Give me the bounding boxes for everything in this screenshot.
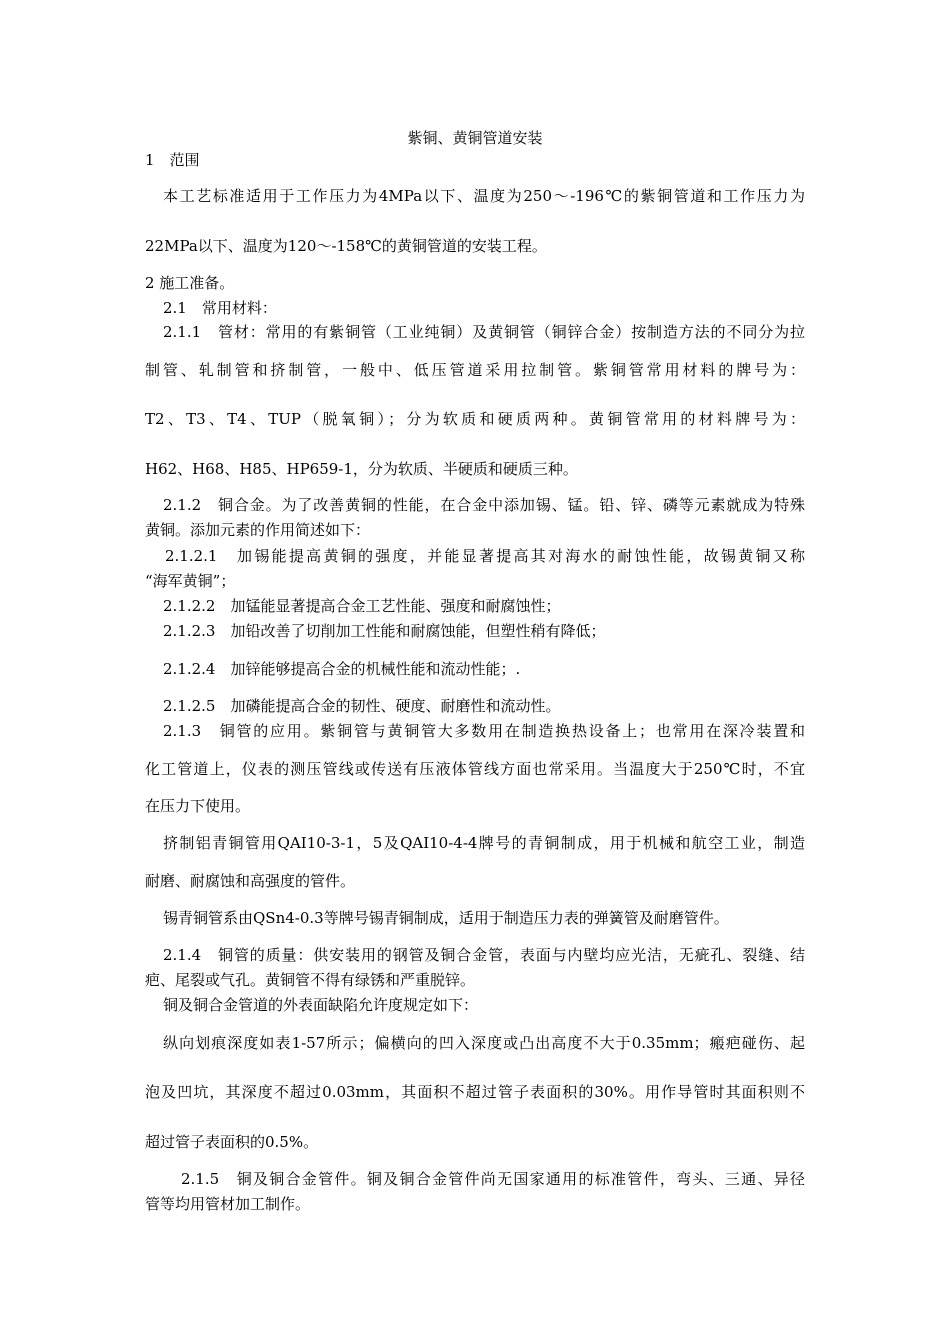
paragraph-line: 纵向划痕深度如表1-57所示；偏横向的凹入深度或凸出高度不大于0.35mm；瘢疤碰伤、起 (163, 1034, 805, 1052)
paragraph-line: H62、H68、H85、HP659-1，分为软质、半硬质和硬质三种。 (145, 460, 578, 478)
paragraph-line: 2.1.2.4 加锌能够提高合金的机械性能和流动性能；. (163, 660, 521, 678)
paragraph-line: 2.1.5 铜及铜合金管件。铜及铜合金管件尚无国家通用的标准管件，弯头、三通、异径 (181, 1170, 805, 1188)
paragraph-line: 2.1.4 铜管的质量：供安装用的钢管及铜合金管，表面与内壁均应光洁，无疵孔、裂缝、结 (163, 946, 805, 964)
paragraph-line: T2、T3、T4、TUP（脱氧铜）；分为软质和硬质两种。黄铜管常用的材料牌号为： (145, 410, 805, 428)
page-title: 紫铜、黄铜管道安装 (407, 129, 543, 147)
paragraph-line: 2.1.3 铜管的应用。紫铜管与黄铜管大多数用在制造换热设备上；也常用在深冷装置和 (163, 722, 805, 740)
paragraph-line: 在压力下使用。 (145, 797, 251, 815)
paragraph-line: 2.1.2.2 加锰能显著提高合金工艺性能、强度和耐腐蚀性； (163, 597, 561, 615)
paragraph-line: 黄铜。添加元素的作用简述如下： (145, 521, 371, 539)
paragraph-line: 制管、轧制管和挤制管，一般中、低压管道采用拉制管。紫铜管常用材料的牌号为： (145, 361, 805, 379)
paragraph-line: 2.1.2.1 加锡能提高黄铜的强度，并能显著提高其对海水的耐蚀性能，故锡黄铜又称 (165, 547, 805, 565)
paragraph-line: 超过管子表面积的0.5%。 (145, 1133, 319, 1151)
paragraph-line: 疤、尾裂或气孔。黄铜管不得有绿锈和严重脱锌。 (145, 971, 476, 989)
section-1-heading: 1 范围 (145, 151, 200, 169)
paragraph-line: 2.1.2.5 加磷能提高合金的韧性、硬度、耐磨性和流动性。 (163, 697, 561, 715)
paragraph-line: 泡及凹坑，其深度不超过0.03mm，其面积不超过管子表面积的30%。用作导管时其面积则不 (145, 1083, 805, 1101)
paragraph-line: 本工艺标准适用于工作压力为4MPa以下、温度为250～-196℃的紫铜管道和工作压力为 (163, 187, 805, 205)
paragraph-line: 化工管道上，仪表的测压管线或传送有压液体管线方面也常采用。当温度大于250℃时，不宜 (145, 760, 805, 778)
paragraph-line: 耐磨、耐腐蚀和高强度的管件。 (145, 872, 356, 890)
paragraph-line: 2.1.2 铜合金。为了改善黄铜的性能，在合金中添加锡、锰。铅、锌、磷等元素就成为特殊 (163, 496, 805, 514)
paragraph-line: 2.1.1 管材：常用的有紫铜管（工业纯铜）及黄铜管（铜锌合金）按制造方法的不同分为拉 (163, 323, 805, 341)
paragraph-line: 管等均用管材加工制作。 (145, 1195, 311, 1213)
paragraph-line: 挤制铝青铜管用QAI10-3-1，5及QAI10-4-4牌号的青铜制成，用于机械和航空工业，制造 (163, 834, 805, 852)
subsection-heading: 2.1 常用材料： (163, 299, 277, 317)
paragraph-line: “海军黄铜”； (145, 572, 236, 590)
paragraph-line: 锡青铜管系由QSn4-0.3等牌号锡青铜制成，适用于制造压力表的弹簧管及耐磨管件。 (163, 909, 729, 927)
paragraph-line: 22MPa以下、温度为120～-158℃的黄铜管道的安装工程。 (145, 237, 547, 255)
paragraph-line: 2.1.2.3 加铅改善了切削加工性能和耐腐蚀能，但塑性稍有降低； (163, 622, 606, 640)
paragraph-line: 铜及铜合金管道的外表面缺陷允许度规定如下： (163, 996, 479, 1014)
section-2-heading: 2 施工准备。 (145, 274, 235, 292)
